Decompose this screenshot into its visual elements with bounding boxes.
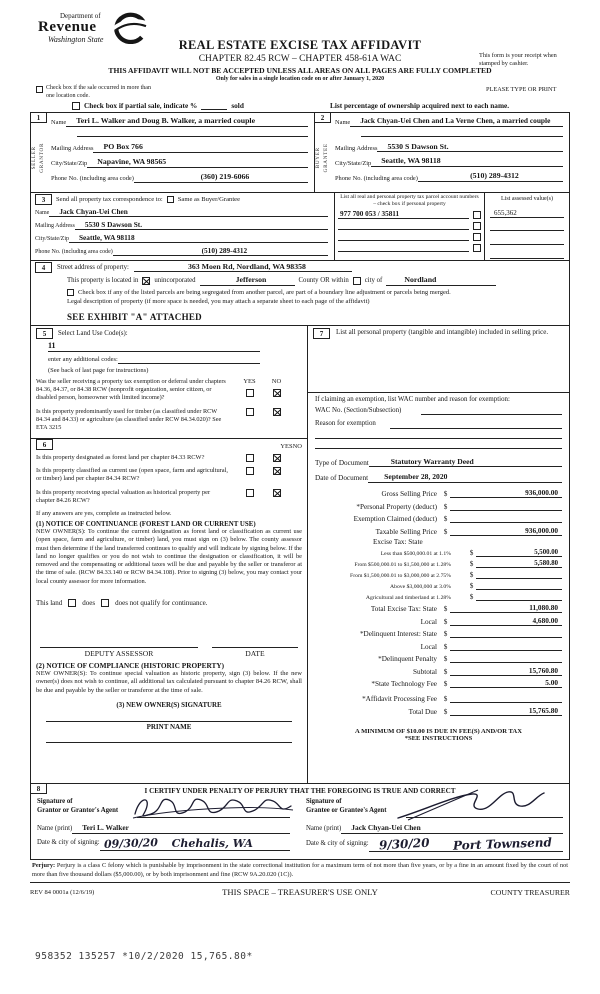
segregated-label: Check box if any of the listed parcels are being segregated from another parcel, are part of a boundary line adjustment or parcels being merged. <box>78 288 451 296</box>
partial-sale-checkbox[interactable] <box>72 102 80 110</box>
personal-deduct-label: *Personal Property (deduct) <box>356 502 437 511</box>
buyer-mailing-label: Mailing Address <box>335 144 378 152</box>
unincorporated-checkbox[interactable] <box>142 277 150 285</box>
assessed-value-field-2[interactable] <box>490 221 564 232</box>
delinquent-penalty-row <box>315 652 562 663</box>
excise-heading: Excise Tax: State <box>373 537 423 546</box>
taxable-label: Taxable Selling Price <box>375 527 437 536</box>
grantor-date-handwritten[interactable]: 09/30/20 <box>103 835 158 851</box>
if-yes-note: If any answers are yes, complete as instructed below. <box>36 510 172 518</box>
tier5-dollar: $ <box>469 592 474 601</box>
tech-fee-row <box>315 677 562 688</box>
total-state-value[interactable]: 11,080.80 <box>450 603 562 613</box>
tech-fee-label: *State Technology Fee <box>371 680 437 688</box>
logo-revenue-text: Revenue <box>38 19 97 35</box>
section-2-buyer <box>314 112 570 193</box>
total-due-value[interactable]: 15,765.80 <box>450 706 562 716</box>
notice1-body: NEW OWNER(S): To continue the current designation as forest land or classification as current use (open space, farm and agriculture, or timber) land, you must sign on (3) below. The county assessor must then determine if the land transferred continues to qualify and will indicate by signing below. If the land no longer qualifies or you do not wish to continue the designation or classification, it will be removed and the compensating or additional taxes will be due and payable by the seller or transferor at the time of sale. (RCW 84.33.140 or RCW 84.34.108). Prior to signing (3) below, you may contact your local county assessor for more information. <box>36 528 302 585</box>
print-name-line[interactable] <box>46 731 292 743</box>
total-local-value[interactable]: 4,680.00 <box>450 616 562 626</box>
gross-value[interactable]: 936,000.00 <box>450 488 562 498</box>
grantee-sig-label-2: Grantee or Grantee's Agent <box>306 806 387 814</box>
certify-statement: I CERTIFY UNDER PENALTY OF PERJURY THAT THE FOREGOING IS TRUE AND CORRECT <box>144 787 456 795</box>
buyer-side-label <box>315 127 331 189</box>
city-checkbox[interactable] <box>353 277 361 285</box>
land-use-label: Select Land Use Code(s): <box>58 330 128 337</box>
parcel-header-line2: – check box if personal property <box>373 200 446 207</box>
grantee-name-print-label: Name (print) <box>306 825 342 833</box>
located-in-label: This property is located in <box>67 277 139 285</box>
exemption-deduct-label: Exemption Claimed (deduct) <box>353 515 437 523</box>
money-row-taxable <box>315 525 562 536</box>
tax-phone-label: Phone No. (including area code) <box>35 248 113 255</box>
tier-row-3 <box>315 569 562 579</box>
assessed-value-field-1[interactable]: 655,362 <box>490 209 564 218</box>
tax-mailing-label: Mailing Address <box>35 223 75 230</box>
county-field[interactable]: Jefferson <box>200 276 295 286</box>
perjury-text: Perjury is a class C felony which is punishable by imprisonment in the state correctional institution for a maximum term of not more than five years, or by a fine in an amount fixed by the court of not more than five thousand dollars ($5,000.00), or by both imprisonment and fine (RCW 9A.20.020 (1C)). <box>32 862 568 878</box>
footer-row <box>30 887 570 897</box>
tax-mailing-field[interactable]: 5530 S Dawson St. <box>75 221 328 230</box>
reason-field[interactable] <box>390 428 562 429</box>
subtotal-label: Subtotal <box>413 667 437 676</box>
buyer-side-line2: GRANTEE <box>323 143 329 173</box>
dor-logo <box>38 12 103 44</box>
section-5-number: 5 <box>36 328 53 339</box>
minimum-note: A MINIMUM OF $10.00 IS DUE IN FEE(S) AND/OR TAX <box>355 727 522 735</box>
tech-fee-dollar: $ <box>443 680 448 688</box>
processing-fee-value[interactable] <box>450 702 562 703</box>
delinquent-interest-label: *Delinquent Interest: State <box>359 630 437 638</box>
total-due-dollar: $ <box>443 707 448 716</box>
legal-description-value[interactable]: SEE EXHIBIT "A" ATTACHED <box>67 311 202 322</box>
s5-q2-no-checkbox[interactable] <box>273 408 281 416</box>
s6-q3-text: Is this property receiving special valuation as historical property per chapter 84.26 RCW? <box>36 488 211 504</box>
section-5-6-column <box>30 325 308 784</box>
subtotal-dollar: $ <box>443 667 448 676</box>
delinquent-local-dollar: $ <box>443 642 448 651</box>
buyer-name-field[interactable]: Jack Chyan-Uei Chen and La Verne Chen, a married couple <box>350 117 563 127</box>
parcel-number-field[interactable]: 977 700 053 / 35811 <box>338 210 469 219</box>
seller-side-line1: SELLER <box>31 146 38 170</box>
taxable-dollar: $ <box>443 527 448 536</box>
s6-q3-yes-checkbox[interactable] <box>246 489 254 497</box>
receipt-note: This form is your receipt when stamped by cashier. <box>479 52 557 68</box>
total-row-local <box>315 615 562 626</box>
s5-q2-text: Is this property predominantly used for timber (as classified under RCW 84.34 and 84.33) or agriculture (as classified under RCW 84.34.020)? See ETA 3215 <box>36 408 222 432</box>
tier1-dollar: $ <box>469 548 474 557</box>
grantor-city-handwritten[interactable]: Chehalis, WA <box>171 836 253 850</box>
s6-q2-yes-checkbox[interactable] <box>246 467 254 475</box>
this-land-label: This land <box>36 598 63 607</box>
s6-q1-no-checkbox[interactable] <box>273 454 281 462</box>
parcel-personal-checkbox-1[interactable] <box>473 211 481 219</box>
tier-row-5 <box>315 591 562 601</box>
s6-q2-text: Is this property classified as current use (open space, farm and agricultural, or timber) land per chapter 84.34 RCW? <box>36 466 228 483</box>
new-owner-signature-line[interactable] <box>46 709 292 722</box>
tier5-label: Agricultural and timberland at 1.28% <box>365 594 451 601</box>
additional-codes-label: enter any additional codes: <box>48 356 118 363</box>
does-not-checkbox[interactable] <box>101 599 109 607</box>
city-field[interactable]: Nordland <box>386 276 496 286</box>
tax-city-field[interactable]: Seattle, WA 98118 <box>69 234 328 243</box>
tax-name-field[interactable]: Jack Chyan-Uei Chen <box>49 208 328 217</box>
please-type-note: PLEASE TYPE OR PRINT <box>486 86 557 93</box>
delinquent-interest-local-row <box>315 640 562 651</box>
delinquent-penalty-dollar: $ <box>443 655 448 663</box>
partial-sale-percent-field[interactable] <box>201 102 227 110</box>
delinquent-interest-dollar: $ <box>443 630 448 638</box>
personal-property-blank-area[interactable] <box>313 339 564 392</box>
buyer-mailing-field[interactable]: 5530 S Dawson St. <box>377 143 563 153</box>
total-local-dollar: $ <box>443 617 448 626</box>
grantee-city-handwritten[interactable]: Port Townsend <box>452 834 553 853</box>
assessed-value-field-4[interactable] <box>490 248 564 259</box>
buyer-side-line1: BUYER <box>315 147 322 169</box>
perjury-label: Perjury: <box>32 862 56 869</box>
total-due-row <box>315 705 562 716</box>
personal-property-label: List all personal property (tangible and intangible) included in selling price. <box>336 328 549 336</box>
cashier-stamp: 958352 135257 *10/2/2020 15,765.80* <box>35 951 253 962</box>
parcel-personal-checkbox-4[interactable] <box>473 244 481 252</box>
personal-deduct-dollar: $ <box>443 502 448 511</box>
partial-sale-label: Check box if partial sale, indicate % <box>84 101 198 110</box>
tier5-value[interactable] <box>476 600 562 601</box>
tax-phone-field[interactable]: (510) 289-4312 <box>113 247 328 256</box>
does-not-label: does not qualify for continuance. <box>115 598 208 607</box>
tier4-label: Above $3,000,000 at 3.0% <box>390 583 451 590</box>
form-title: REAL ESTATE EXCISE TAX AFFIDAVIT <box>178 38 422 52</box>
total-local-label: Local <box>420 617 437 626</box>
grantor-date-city-label: Date & city of signing: <box>37 839 100 847</box>
additional-codes-field[interactable] <box>118 363 260 364</box>
tier2-dollar: $ <box>469 559 474 568</box>
tier1-label: Less than $500,000.01 at 1.1% <box>380 550 451 557</box>
reason-label: Reason for exemption <box>315 420 376 428</box>
form-chapter: CHAPTER 82.45 RCW – CHAPTER 458-61A WAC <box>198 54 402 64</box>
reason-field-line3[interactable] <box>315 439 562 449</box>
section-8-signatures <box>30 783 570 860</box>
parcel-personal-checkbox-3[interactable] <box>473 233 481 241</box>
notice2-body: NEW OWNER(S): To continue special valuation as historic property, sign (3) below. If the new owner(s) does not wish to continue, all additional tax calculated pursuant to chapter 84.26 RCW, shall be due and payable by the seller or transferor at the time of sale. <box>36 669 302 694</box>
see-back-note: (See back of last page for instructions) <box>48 366 149 374</box>
money-row-exemption <box>315 512 562 523</box>
s5-q1-no-checkbox[interactable] <box>273 389 281 397</box>
seller-city-label: City/State/Zip <box>51 160 88 168</box>
wac-label: WAC No. (Section/Subsection) <box>315 407 402 414</box>
same-as-buyer-label: Same as Buyer/Grantee <box>177 196 241 203</box>
s5-q1-yes-checkbox[interactable] <box>246 389 254 397</box>
s6-q2-no-checkbox[interactable] <box>273 467 281 475</box>
seller-name-field[interactable]: Teri L. Walker and Doug B. Walker, a married couple <box>66 117 308 127</box>
delinquent-penalty-value[interactable] <box>450 662 562 663</box>
section-3-number: 3 <box>35 194 52 205</box>
tier3-dollar: $ <box>469 570 474 579</box>
same-as-buyer-checkbox[interactable] <box>167 196 174 203</box>
grantee-date-city-label: Date & city of signing: <box>306 839 369 847</box>
grantor-sig-label-1: Signature of <box>37 798 73 805</box>
subtotal-row <box>315 665 562 676</box>
notice2-title: (2) NOTICE OF COMPLIANCE (HISTORIC PROPERTY) <box>36 660 225 670</box>
seller-city-field[interactable]: Napavine, WA 98565 <box>87 158 308 168</box>
section-1-seller <box>30 112 315 193</box>
buyer-phone-label: Phone No. (including area code) <box>335 174 418 182</box>
tier3-value[interactable] <box>476 578 562 579</box>
exemption-deduct-value[interactable] <box>450 522 562 523</box>
perjury-block <box>30 859 570 883</box>
grantor-name-print-label: Name (print) <box>37 825 73 833</box>
parcel-number-field-2[interactable] <box>338 222 469 230</box>
seller-phone-field[interactable]: (360) 219-6066 <box>134 173 308 183</box>
grantee-sig-label-1: Signature of <box>306 798 342 805</box>
processing-fee-row <box>315 692 562 703</box>
rev-number: REV 84 0001a (12/6/19) <box>30 888 95 896</box>
logo-state-text: Washington State <box>48 35 104 44</box>
s6-q3-no-checkbox[interactable] <box>273 489 281 497</box>
print-name-label: PRINT NAME <box>146 723 192 732</box>
seller-mailing-field[interactable]: PO Box 766 <box>93 143 308 153</box>
section-3-correspondence <box>30 192 335 261</box>
delinquent-local-label: Local <box>420 642 437 651</box>
grantee-signature <box>394 786 554 822</box>
partial-sale-row <box>72 101 244 110</box>
land-use-code-field[interactable]: 11 <box>48 341 260 352</box>
section-1-number: 1 <box>30 112 47 123</box>
buyer-phone-field[interactable]: (510) 289-4312 <box>418 172 563 182</box>
reason-field-line2[interactable] <box>315 429 562 439</box>
street-address-label: Street address of property: <box>57 264 129 271</box>
does-checkbox[interactable] <box>68 599 76 607</box>
section-4-number: 4 <box>35 262 52 273</box>
seller-mailing-label: Mailing Address <box>51 145 94 153</box>
section-8-number: 8 <box>30 783 47 794</box>
assessed-value-field-3[interactable] <box>490 234 564 245</box>
tier3-label: From $1,500,000.01 to $3,000,000 at 2.75% <box>350 572 451 579</box>
doc-type-field[interactable]: Statutory Warranty Deed <box>369 458 562 468</box>
single-location-note: Only for sales in a single location code on or after January 1, 2020 <box>215 76 385 82</box>
county-treasurer-label: COUNTY TREASURER <box>490 887 570 897</box>
grantor-name-print-field[interactable]: Teri L. Walker <box>72 824 290 834</box>
gross-label: Gross Selling Price <box>381 490 437 498</box>
total-row-state <box>315 602 562 613</box>
s6-q1-text: Is this property designated as forest land per chapter 84.33 RCW? <box>36 453 205 461</box>
section-7-number: 7 <box>313 328 330 339</box>
legal-description-label: Legal description of property (if more space is needed, you may attach a separate sheet to each page of the affidavit) <box>67 297 370 305</box>
tier4-dollar: $ <box>469 581 474 590</box>
multi-location-label: Check box if the sale occurred in more than one location code. <box>46 85 151 99</box>
buyer-name-field-2[interactable] <box>361 127 563 137</box>
unincorporated-label: unincorporated <box>154 277 196 285</box>
correspondence-intro: Send all property tax correspondence to: <box>56 196 163 203</box>
seller-side-line2: GRANTOR <box>39 142 45 173</box>
taxable-value[interactable]: 936,000.00 <box>450 526 562 536</box>
grantee-date-handwritten[interactable]: 9/30/20 <box>378 835 430 852</box>
multi-location-checkbox[interactable] <box>36 86 43 93</box>
tier-row-1 <box>315 547 562 557</box>
county-or-label: County OR within <box>298 277 349 285</box>
seller-side-label <box>31 127 47 189</box>
tax-name-label: Name <box>35 210 50 217</box>
parcel-personal-checkbox-2[interactable] <box>473 222 481 230</box>
tier-row-4 <box>315 580 562 590</box>
section-7-column <box>307 325 570 784</box>
processing-fee-dollar: $ <box>443 695 448 703</box>
tier2-value[interactable]: 5,580.80 <box>476 560 562 568</box>
notice1-title: (1) NOTICE OF CONTINUANCE (FOREST LAND OR CURRENT USE) <box>36 521 256 529</box>
subtotal-value[interactable]: 15,760.80 <box>450 666 562 676</box>
treasurer-space-label: THIS SPACE – TREASURER'S USE ONLY <box>222 887 378 897</box>
delinquent-interest-value[interactable] <box>450 637 562 638</box>
assessor-date-label: DATE <box>245 648 265 658</box>
partial-sale-suffix: sold <box>231 101 244 110</box>
s5-q2-yes-checkbox[interactable] <box>246 408 254 416</box>
gross-dollar: $ <box>443 490 448 498</box>
assessed-value-header: List assessed value(s) <box>501 196 553 202</box>
parcel-header-line1: List all real and personal property tax parcel account numbers <box>340 194 479 200</box>
total-state-label: Total Excise Tax: State <box>370 605 437 613</box>
buyer-city-field[interactable]: Seattle, WA 98118 <box>371 157 563 167</box>
new-owner-signature-label: (3) NEW OWNER(S) SIGNATURE <box>116 702 222 710</box>
form-warning: THIS AFFIDAVIT WILL NOT BE ACCEPTED UNLESS ALL AREAS ON ALL PAGES ARE FULLY COMPLETED <box>108 66 492 75</box>
assessor-date-line[interactable] <box>212 647 298 648</box>
doc-type-label: Type of Document <box>315 458 369 467</box>
does-label: does <box>82 598 96 607</box>
buyer-name-label: Name <box>335 118 351 126</box>
grantor-signature <box>129 790 297 822</box>
delinquent-interest-state-row <box>315 627 562 638</box>
s6-yes-header: YES <box>280 442 293 450</box>
ownership-note: List percentage of ownership acquired next to each name. <box>330 101 510 110</box>
personal-deduct-value[interactable] <box>450 510 562 511</box>
tier-row-2 <box>315 558 562 568</box>
logo-dept-text: Department of <box>60 12 101 20</box>
tier4-value[interactable] <box>476 589 562 590</box>
seller-phone-label: Phone No. (including area code) <box>51 175 134 183</box>
parcel-number-field-3[interactable] <box>338 233 469 241</box>
multi-location-row <box>36 85 151 100</box>
grantee-name-print-field[interactable]: Jack Chyan-Uei Chen <box>341 824 563 834</box>
s6-no-header: NO <box>292 442 302 450</box>
deputy-assessor-label: DEPUTY ASSESSOR <box>84 648 154 658</box>
s5-no-header: NO <box>271 377 282 385</box>
tier1-value[interactable]: 5,500.00 <box>476 549 562 557</box>
doc-date-field[interactable]: September 28, 2020 <box>368 473 562 483</box>
exemption-deduct-dollar: $ <box>443 515 448 523</box>
parcel-number-field-4[interactable] <box>338 244 469 252</box>
section-6-number: 6 <box>36 439 53 450</box>
total-due-label: Total Due <box>408 707 437 716</box>
seller-name-field-2[interactable] <box>77 127 308 137</box>
seller-name-label: Name <box>51 119 67 127</box>
city-of-label: city of <box>364 277 383 285</box>
tax-city-label: City/State/Zip <box>35 235 69 242</box>
street-address-field[interactable]: 363 Moen Rd, Nordland, WA 98358 <box>134 263 352 273</box>
s5-q1-text: Was the seller receiving a property tax exemption or deferral under chapters 84.36, 84.37, or 84.38 RCW (nonprofit organization, senior citizen, or disabled person, homeowner with limited income)? <box>36 377 226 402</box>
processing-fee-label: *Affidavit Processing Fee <box>362 695 437 703</box>
tier2-label: From $500,000.01 to $1,500,000 at 1.28% <box>354 561 451 568</box>
deputy-assessor-signline[interactable] <box>40 647 198 648</box>
section-2-number: 2 <box>314 112 331 123</box>
section-4-property <box>30 260 570 326</box>
buyer-city-label: City/State/Zip <box>335 159 372 167</box>
money-row-gross <box>315 487 562 498</box>
section-6 <box>31 438 307 744</box>
grantor-sig-label-2: Grantor or Grantor's Agent <box>37 806 119 814</box>
s6-q1-yes-checkbox[interactable] <box>246 454 254 462</box>
delinquent-penalty-label: *Delinquent Penalty <box>378 655 437 663</box>
total-state-dollar: $ <box>443 605 448 613</box>
tech-fee-value[interactable]: 5.00 <box>450 678 562 688</box>
segregated-checkbox[interactable] <box>67 289 74 296</box>
money-row-personal <box>315 500 562 511</box>
delinquent-local-value[interactable] <box>450 650 562 651</box>
doc-date-label: Date of Document <box>315 474 369 483</box>
see-instructions-note: *SEE INSTRUCTIONS <box>404 734 473 742</box>
wac-number-field[interactable] <box>421 414 562 415</box>
exemption-intro: If claiming an exemption, list WAC number and reason for exemption: <box>315 396 510 403</box>
parcel-table <box>334 192 570 261</box>
s5-yes-header: YES <box>243 377 256 385</box>
